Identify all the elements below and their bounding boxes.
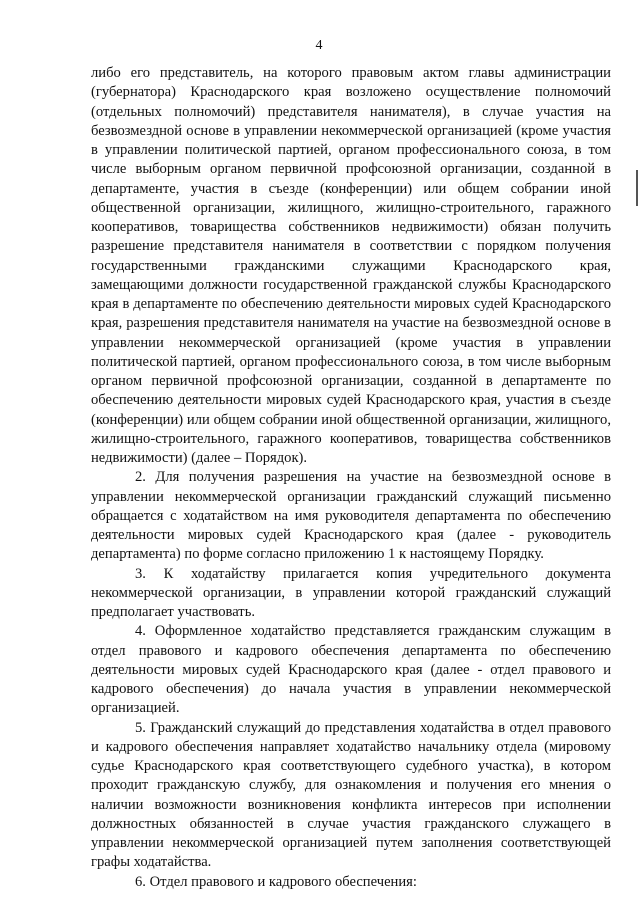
paragraph-item-3: 3. К ходатайству прилагается копия учредительного документа некоммерческой организации, в управлении которой гражданский служащий предполагает участвовать. <box>91 565 611 620</box>
paragraph-continuation: либо его представитель, на которого правовым актом главы администрации (губернатора) Краснодарского края возложено осуществление полномочий (отдельных полномочий) представителя нанимателя), в случае участия на безвозмездной основе в управлении некоммерческой организацией (кроме участия в управлении политической партией, органом профессионального союза, в том числе выборным органом первичной профсоюзной организации, созданной в департаменте, участия в съезде (конференции) или общем собрании иной общественной организации, жилищного, жилищно-строительного, гаражного кооперативов, товарищества собственников недвижимости) обязан получить разрешение представителя нанимателя в соответствии с порядком получения государственными гражданскими служащими Краснодарского края, замещающими должности государственной гражданской службы Краснодарского края в департаменте по обеспечению деятельности мировых судей Краснодарского края, разрешения представителя нанимателя на участие на безвозмездной основе в управлении некоммерческой организацией (кроме участия в управлении политической партией, органом профессионального союза, в том числе выборным органом первичной профсоюзной организации, созданной в департаменте по обеспечению деятельности мировых судей Краснодарского края, участия в съезде (конференции) или общем собрании иной общественной организации, жилищного, жилищно-строительного, гаражного кооперативов, товарищества собственников недвижимости) (далее – Порядок). <box>91 65 611 466</box>
paragraph-item-5: 5. Гражданский служащий до представления ходатайства в отдел правового и кадрового обеспечения направляет ходатайство начальнику отдела (мировому судье Краснодарского края соответствующего судебного участка), в котором проходит гражданскую службу, для ознакомления и получения его мнения о наличии возможности возникновения конфликта интересов при исполнении должностных обязанностей в случае участия гражданского служащего в управлении некоммерческой организацией путем заполнения соответствующей графы ходатайства. <box>91 719 611 871</box>
paragraph-item-4: 4. Оформленное ходатайство представляется гражданским служащим в отдел правового и кадрового обеспечения департамента по обеспечению деятельности мировых судей Краснодарского края (далее - отдел правового и кадрового обеспечения) до начала участия в управлении некоммерческой организацией. <box>91 623 611 717</box>
document-body <box>91 64 611 892</box>
page-number: 4 <box>315 38 323 53</box>
paragraph-item-6: 6. Отдел правового и кадрового обеспечения: <box>135 873 417 890</box>
paragraph-item-2: 2. Для получения разрешения на участие на безвозмездной основе в управлении некоммерческой организации гражданский служащий письменно обращается с ходатайством на имя руководителя департамента по обеспечению деятельности мировых судей Краснодарского края (далее - руководитель департамента) по форме согласно приложению 1 к настоящему Порядку. <box>91 469 611 563</box>
